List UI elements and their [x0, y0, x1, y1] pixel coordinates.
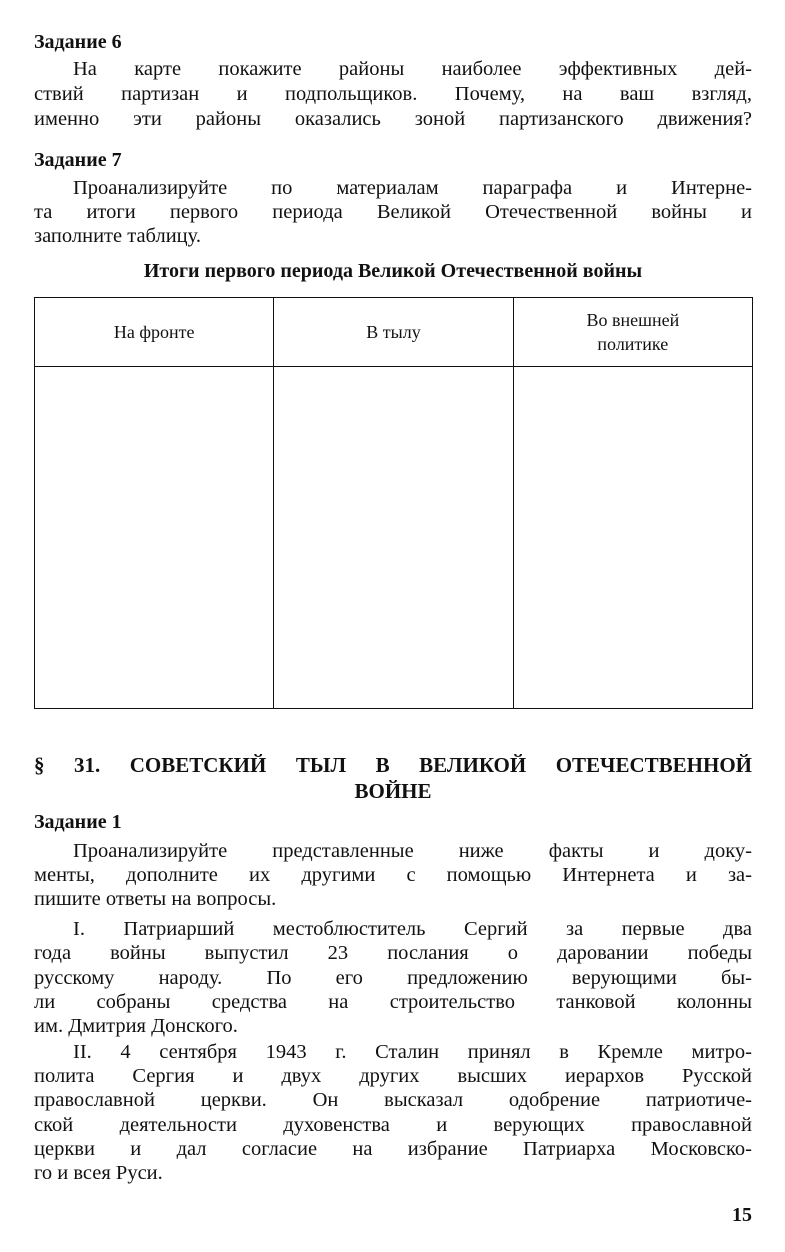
fact1-line: им. Дмитрия Донского. [34, 1015, 238, 1037]
page-number: 15 [732, 1204, 752, 1226]
task1-intro-line: пишите ответы на вопросы. [34, 888, 277, 910]
fact1-line: русскому народу. По его предложению верующими бы- [34, 967, 752, 989]
fact2-line: го и всея Руси. [34, 1162, 163, 1184]
header-front: На фронте [35, 298, 274, 367]
header-rear: В тылу [274, 298, 513, 367]
task7-title: Задание 7 [34, 149, 122, 171]
task6-text-line: На карте покажите районы наиболее эффективных дей- [73, 58, 752, 80]
task6-text-line: ствий партизан и подпольщиков. Почему, на ваш взгляд, [34, 83, 752, 105]
task7-text-line: Проанализируйте по материалам параграфа и Интерне- [73, 177, 752, 199]
results-table [34, 297, 753, 709]
header-foreign-policy-line2: политике [597, 334, 669, 354]
task6-title: Задание 6 [34, 31, 122, 53]
task1-title: Задание 1 [34, 811, 122, 833]
cell-front[interactable] [35, 367, 274, 709]
fact2-line: православной церкви. Он высказал одобрение патриотиче- [34, 1089, 752, 1111]
fact2-line: II. 4 сентября 1943 г. Сталин принял в Кремле митро- [73, 1041, 752, 1063]
fact1-line: ли собраны средства на строительство танковой колонны [34, 991, 752, 1013]
fact2-line: полита Сергия и двух других высших иерархов Русской [34, 1065, 752, 1087]
header-foreign-policy-line1: Во внешней [586, 310, 680, 330]
fact2-line: ской деятельности духовенства и верующих православной [34, 1114, 752, 1136]
task1-intro-line: менты, дополните их другими с помощью Интернета и за- [34, 864, 752, 886]
task7-text-line: заполните таблицу. [34, 225, 201, 247]
fact2-line: церкви и дал согласие на избрание Патриарха Московско- [34, 1138, 752, 1160]
header-foreign-policy [513, 298, 752, 367]
fact1-line: года войны выпустил 23 послания о даровании победы [34, 942, 752, 964]
fact1-line: I. Патриарший местоблюститель Сергий за первые два [73, 918, 752, 940]
table-title: Итоги первого периода Великой Отечественной войны [143, 260, 643, 282]
task7-text-line: та итоги первого периода Великой Отечественной войны и [34, 201, 752, 223]
task6-text-line: именно эти районы оказались зоной партизанского движения? [34, 108, 752, 130]
cell-foreign-policy[interactable] [513, 367, 752, 709]
section-heading-line: § 31. СОВЕТСКИЙ ТЫЛ В ВЕЛИКОЙ ОТЕЧЕСТВЕННОЙ [34, 753, 752, 777]
task1-intro-line: Проанализируйте представленные ниже факты и доку- [73, 840, 752, 862]
cell-rear[interactable] [274, 367, 513, 709]
section-heading-line: ВОЙНЕ [354, 779, 432, 803]
